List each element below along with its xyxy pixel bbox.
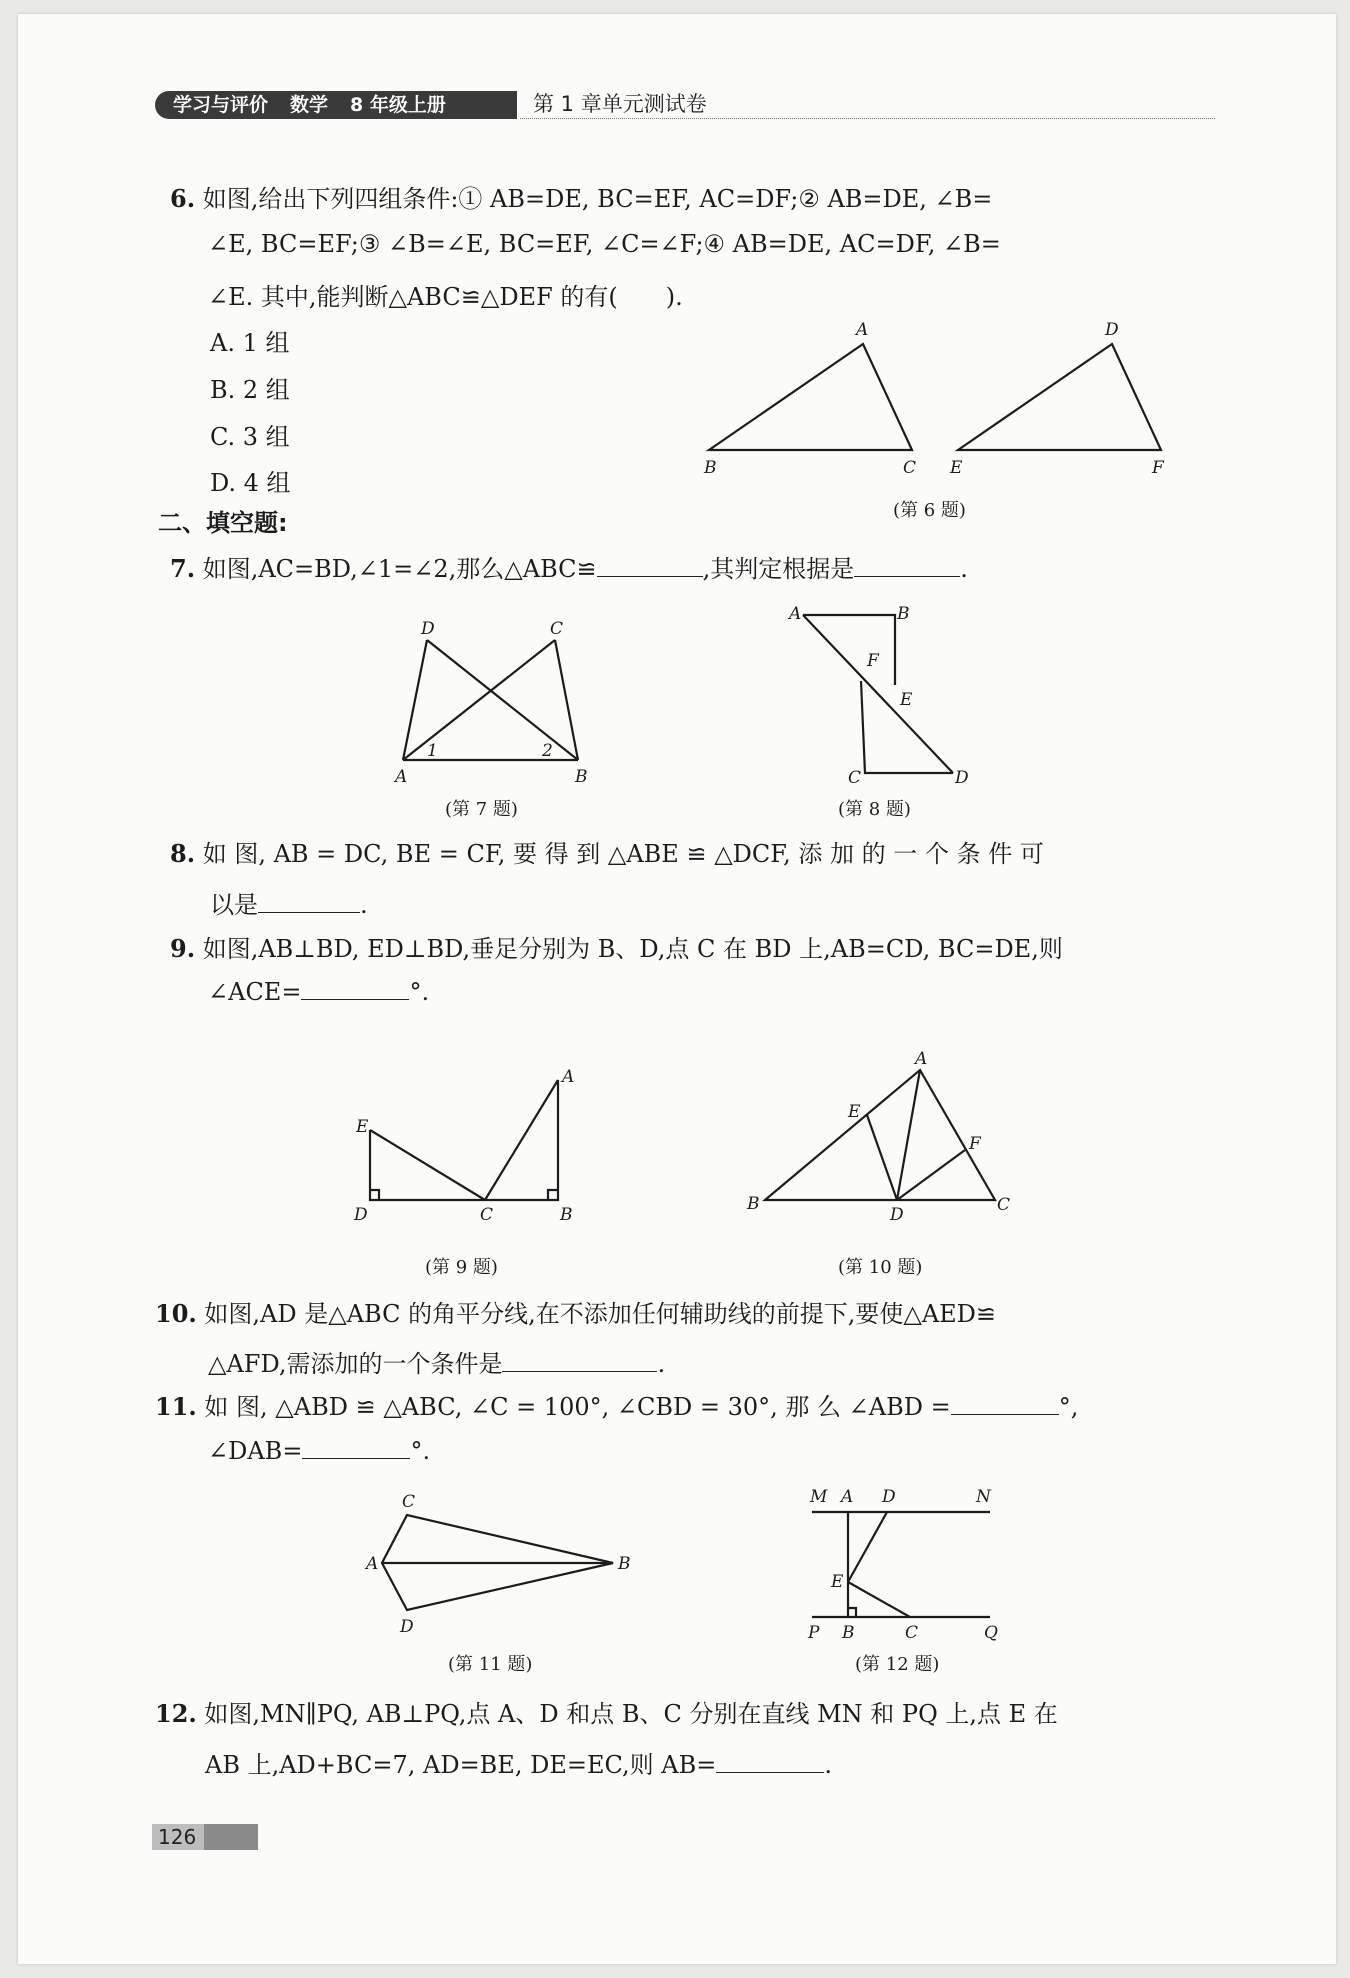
question-text-line: ∠E. 其中,能判断△ABC≌△DEF 的有( ). <box>208 283 683 311</box>
question-6 <box>170 175 992 223</box>
figure-caption: (第 6 题) <box>893 500 966 521</box>
question-8 <box>170 830 1044 878</box>
vertex-label: E <box>848 1102 861 1122</box>
question-9 <box>170 925 1063 973</box>
header-banner <box>155 91 517 119</box>
vertex-label: E <box>831 1572 844 1592</box>
question-text: ,其判定根据是 <box>702 555 855 583</box>
figure-12 <box>800 1480 1010 1643</box>
question-number: 10. <box>155 1299 197 1328</box>
vertex-label: M <box>810 1487 828 1507</box>
question-number: 7. <box>170 554 196 583</box>
answer-blank[interactable] <box>258 892 360 913</box>
book-title: 学习与评价 <box>173 94 269 116</box>
question-7 <box>170 545 968 593</box>
degree-sign: ° <box>1058 1393 1071 1421</box>
question-text: ∠DAB= <box>208 1437 303 1465</box>
vertex-label: E <box>900 690 913 710</box>
question-11: 11. 如 图, △ABD ≌ △ABC, ∠C = 100°, ∠CBD = 30°, 那 么 ∠ABD = °, <box>155 1383 1078 1431</box>
punctuation: . <box>422 1437 431 1465</box>
figure-8 <box>785 605 980 790</box>
question-number: 9. <box>170 934 196 963</box>
answer-blank[interactable] <box>301 979 409 1000</box>
page-number: 126 <box>152 1824 258 1850</box>
question-text-line: ∠E, BC=EF;③ ∠B=∠E, BC=EF, ∠C=∠F;④ AB=DE, AC=DF, ∠B= <box>208 230 1001 258</box>
punctuation: . <box>824 1751 832 1779</box>
vertex-label: D <box>1105 320 1119 340</box>
figure-caption: (第 12 题) <box>855 1654 940 1675</box>
question-text-line: 如图,AD 是△ABC 的角平分线,在不添加任何辅助线的前提下,要使△AED≌ <box>204 1300 997 1328</box>
question-text: 以是 <box>210 891 258 919</box>
vertex-label: B <box>560 1205 573 1225</box>
degree-sign: ° <box>410 1437 423 1465</box>
question-text-line <box>210 885 368 920</box>
question-text: ∠ACE= <box>208 978 302 1006</box>
figure-10 <box>745 1045 1020 1230</box>
option-b: B. 2 组 <box>210 376 290 404</box>
vertex-label: B <box>575 767 588 787</box>
question-text-line: 如 图, AB = DC, BE = CF, 要 得 到 △ABE ≌ △DCF, 添 加 的 一 个 条 件 可 <box>202 840 1044 868</box>
section-heading: 二、填空题: <box>158 509 288 537</box>
vertex-label: A <box>841 1487 854 1507</box>
figure-caption: (第 7 题) <box>445 799 518 820</box>
question-text-line <box>208 1344 665 1379</box>
vertex-label: A <box>562 1067 575 1087</box>
figure-11 <box>360 1485 640 1645</box>
vertex-label: F <box>867 651 879 671</box>
figure-9 <box>350 1060 590 1230</box>
question-number: 6. <box>170 184 196 213</box>
option-c: C. 3 组 <box>210 423 290 451</box>
vertex-label: D <box>400 1617 414 1637</box>
option-a: A. 1 组 <box>210 329 290 357</box>
vertex-label: A <box>856 320 869 340</box>
question-text: △AFD,需添加的一个条件是 <box>208 1350 503 1378</box>
figure-7 <box>385 620 600 790</box>
vertex-label: C <box>402 1492 416 1512</box>
chapter-title: 第 1 章单元测试卷 <box>533 92 707 116</box>
vertex-label: C <box>848 768 862 788</box>
vertex-label: B <box>897 604 910 624</box>
vertex-label: E <box>950 458 963 478</box>
question-text-line: 如图,给出下列四组条件:① AB=DE, BC=EF, AC=DF;② AB=DE, ∠B= <box>202 185 993 213</box>
vertex-label: C <box>905 1623 919 1643</box>
question-10 <box>155 1290 996 1338</box>
answer-blank[interactable] <box>502 1351 657 1372</box>
vertex-label: D <box>955 768 969 788</box>
vertex-label: B <box>618 1554 631 1574</box>
header-divider <box>520 118 1215 119</box>
punctuation: . <box>960 555 968 583</box>
triangle-abc <box>709 344 912 450</box>
question-text-line <box>208 978 429 1006</box>
angle-label: 1 <box>427 741 438 761</box>
question-text-line <box>205 1745 832 1780</box>
answer-blank[interactable] <box>597 556 703 577</box>
triangle-def <box>958 344 1161 450</box>
figure-caption: (第 11 题) <box>448 1654 533 1675</box>
vertex-label: D <box>890 1205 904 1225</box>
question-text-line: 如图,MN∥PQ, AB⊥PQ,点 A、D 和点 B、C 分别在直线 MN 和 PQ 上,点 E 在 <box>204 1700 1058 1728</box>
punctuation: . <box>360 891 368 919</box>
answer-blank[interactable] <box>302 1438 410 1459</box>
vertex-label: N <box>976 1487 991 1507</box>
vertex-label: C <box>903 458 917 478</box>
option-d: D. 4 组 <box>210 469 291 497</box>
question-text-line <box>208 1437 430 1465</box>
vertex-label: D <box>421 619 435 639</box>
figure-caption: (第 10 题) <box>838 1257 923 1278</box>
subject-label: 数学 <box>290 94 329 116</box>
vertex-label: B <box>747 1194 760 1214</box>
grade-label: 8 年级上册 <box>350 94 446 116</box>
figure-caption: (第 8 题) <box>838 799 911 820</box>
question-number: 11. <box>155 1392 197 1421</box>
answer-blank[interactable] <box>716 1752 824 1773</box>
question-number: 8. <box>170 839 196 868</box>
question-number: 12. <box>155 1699 197 1728</box>
vertex-label: A <box>915 1049 928 1069</box>
question-12 <box>155 1690 1058 1738</box>
punctuation: . <box>657 1350 666 1378</box>
angle-label: 2 <box>542 741 553 761</box>
vertex-label: C <box>480 1205 494 1225</box>
question-text: °. <box>409 978 430 1006</box>
vertex-label: B <box>842 1623 855 1643</box>
vertex-label: D <box>354 1205 368 1225</box>
question-text: AB 上,AD+BC=7, AD=BE, DE=EC,则 AB= <box>205 1751 717 1779</box>
vertex-label: P <box>808 1623 820 1643</box>
vertex-label: D <box>882 1487 896 1507</box>
vertex-label: B <box>704 458 717 478</box>
vertex-label: E <box>356 1117 369 1137</box>
vertex-label: Q <box>984 1623 998 1643</box>
vertex-label: A <box>395 767 408 787</box>
vertex-label: F <box>1152 458 1164 478</box>
question-text: 如图,AC=BD,∠1=∠2,那么△ABC≌ <box>202 555 597 583</box>
answer-blank[interactable] <box>951 1394 1059 1415</box>
vertex-label: C <box>550 619 564 639</box>
vertex-label: A <box>789 604 802 624</box>
figure-caption: (第 9 题) <box>425 1257 498 1278</box>
question-text-line: 如 图, △ABD ≌ △ABC, ∠C = 100°, ∠CBD = 30°, 那 么 ∠ABD = <box>204 1393 951 1421</box>
question-text-line: 如图,AB⊥BD, ED⊥BD,垂足分别为 B、D,点 C 在 BD 上,AB=CD, BC=DE,则 <box>202 935 1063 963</box>
vertex-label: A <box>366 1554 379 1574</box>
figure-6 <box>700 320 1180 480</box>
answer-blank[interactable] <box>854 556 960 577</box>
vertex-label: F <box>969 1134 981 1154</box>
vertex-label: C <box>997 1195 1011 1215</box>
